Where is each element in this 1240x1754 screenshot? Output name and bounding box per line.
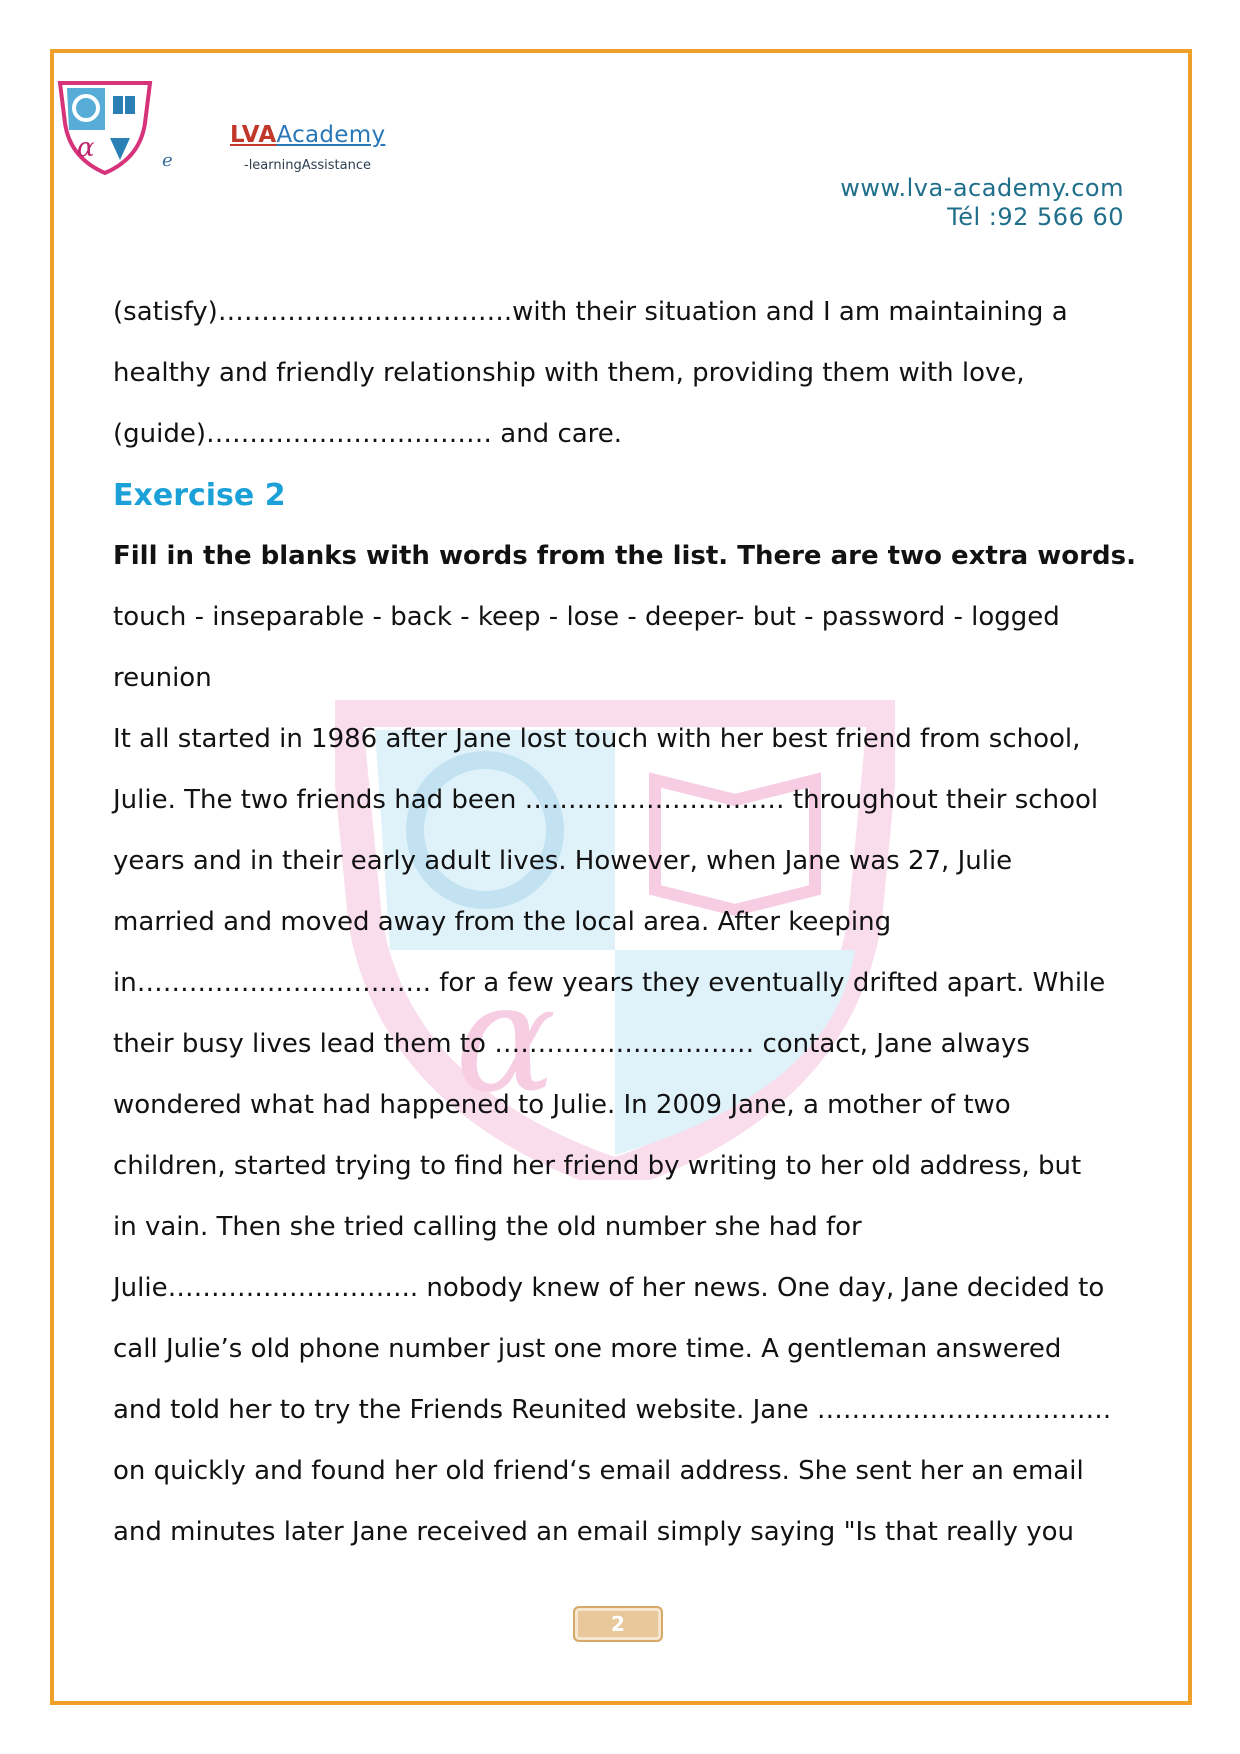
text-line: on quickly and found her old friend‘s email address. She sent her an email — [113, 1456, 1084, 1486]
brand-academy: Academy — [276, 122, 386, 148]
text-line: and told her to try the Friends Reunited website. Jane ……………………………. — [113, 1395, 1112, 1425]
text-line: years and in their early adult lives. However, when Jane was 27, Julie — [113, 846, 1013, 876]
exercise-instruction: Fill in the blanks with words from the list. There are two extra words. — [113, 541, 1136, 571]
contact-block — [840, 174, 1124, 232]
text-line: Julie……………………….. nobody knew of her news. One day, Jane decided to — [113, 1273, 1105, 1303]
text-line: their busy lives lead them to ………………………… contact, Jane always — [113, 1029, 1030, 1059]
document-body — [113, 282, 1136, 1563]
exercise-heading: Exercise 2 — [113, 478, 286, 513]
text-line: Julie. The two friends had been ………………………… throughout their school — [113, 785, 1099, 815]
word-list: touch - inseparable - back - keep - lose - deeper- but - password - logged — [113, 602, 1060, 632]
text-line: wondered what had happened to Julie. In 2009 Jane, a mother of two — [113, 1090, 1011, 1120]
text-line: (guide)…………………………… and care. — [113, 419, 623, 449]
logo-e-mark: e — [162, 150, 173, 171]
page-number: 2 — [573, 1606, 663, 1642]
brand-lva: LVA — [230, 122, 277, 148]
brand-name — [230, 122, 385, 148]
text-line: It all started in 1986 after Jane lost touch with her best friend from school, — [113, 724, 1081, 754]
text-line: children, started trying to find her friend by writing to her old address, but — [113, 1151, 1082, 1181]
svg-text:α: α — [455, 952, 557, 1126]
text-line: and minutes later Jane received an email simply saying "Is that really you — [113, 1517, 1074, 1547]
phone-number: Tél :92 566 60 — [947, 203, 1124, 231]
word-list-continued: reunion — [113, 663, 212, 693]
lva-academy-logo — [55, 78, 175, 178]
brand-tagline: -learningAssistance — [244, 158, 371, 173]
text-line: married and moved away from the local area. After keeping — [113, 907, 892, 937]
svg-text:α: α — [77, 133, 95, 163]
website-link[interactable]: www.lva-academy.com — [840, 174, 1124, 202]
text-line: call Julie’s old phone number just one more time. A gentleman answered — [113, 1334, 1062, 1364]
text-line: in vain. Then she tried calling the old number she had for — [113, 1212, 862, 1242]
text-line: healthy and friendly relationship with them, providing them with love, — [113, 358, 1025, 388]
text-line: in……………………………. for a few years they eventually drifted apart. While — [113, 968, 1106, 998]
text-line: (satisfy)…………………………….with their situation and I am maintaining a — [113, 297, 1068, 327]
